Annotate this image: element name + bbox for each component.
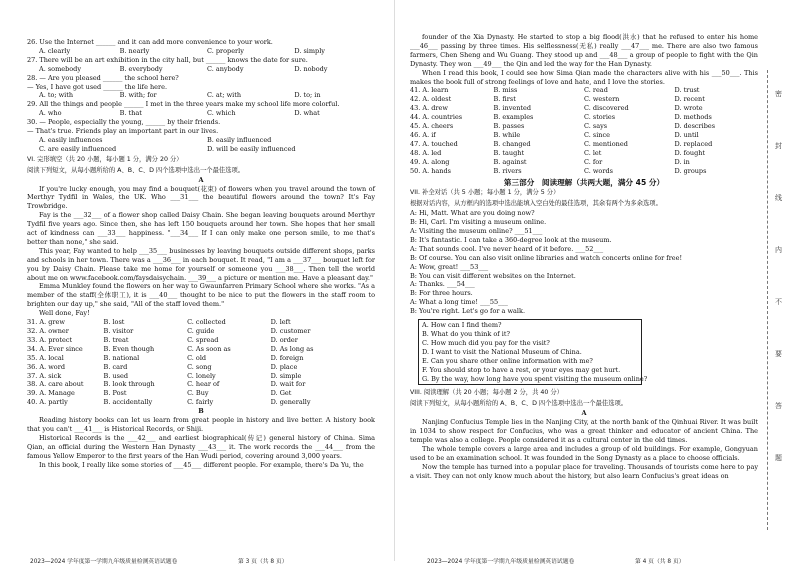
option: A. to; with <box>39 91 74 100</box>
cloze-passage-b <box>27 416 375 469</box>
option: B. treat <box>103 335 129 344</box>
box-option: F. You should stop to have a rest, or your eyes may get hurt. <box>422 365 621 374</box>
option-row <box>410 104 758 113</box>
seal-char: 线 <box>775 194 782 202</box>
option: D. until <box>674 130 699 139</box>
option-row <box>27 380 375 389</box>
question-stem-line2: — That's true. Friends play an important part in our lives. <box>27 127 219 136</box>
box-option: G. By the way, how long have you spent visiting the museum online? <box>422 374 648 383</box>
option: C. which <box>206 109 236 118</box>
option: B. national <box>103 353 140 362</box>
passage-b-label: B <box>198 407 204 416</box>
seal-char: 不 <box>775 298 782 306</box>
option: C. says <box>583 122 608 131</box>
option: B. first <box>493 95 516 104</box>
option-row <box>27 363 375 372</box>
option: 43. A. drew <box>410 104 448 113</box>
paragraph: In this book, I really like some stories of ___45___ different people. For example, there's Da Yu, the <box>39 460 364 469</box>
option-row <box>410 95 758 104</box>
option: D. what <box>294 109 320 118</box>
dialogue-line: A: Hi, Matt. What are you doing now? <box>410 209 535 218</box>
option: 32. A. owner <box>27 327 69 335</box>
option: B. Even though <box>103 344 155 353</box>
seal-char: 密 <box>775 90 782 98</box>
option: D. will be easily influenced <box>207 144 296 153</box>
option: B. lost <box>103 318 125 327</box>
left-column <box>27 38 375 470</box>
paragraph: Emma Munkley found the flowers on her way to Gwaunfarren Primary School where she works. "As a member of the staff(全体职工), it is ___40___ thought to be nice to put the flowers in the staff room to brighten our day up," she said, "All of the staff loved them." <box>27 282 375 309</box>
dialogue-line: B: Hi, Carl. I'm visiting a museum online. <box>410 218 547 227</box>
option: C. spread <box>187 335 219 344</box>
option-row <box>27 389 375 398</box>
option-row <box>27 136 375 145</box>
seal-line <box>767 70 790 530</box>
option: B. invented <box>493 104 532 113</box>
option: C. properly <box>206 46 244 55</box>
option-row <box>27 327 375 336</box>
right-column <box>410 33 758 481</box>
option: D. Get <box>270 389 292 398</box>
option-row <box>27 109 375 118</box>
paragraph: Fay is the ___32___ of a flower shop called Daisy Chain. She began leaving bouquets around Merthyr Tydfil five years ago. Since then, she has left 150 bouquets around her town. She hopes that her small act of kindness can ___33___ happiness. "___34___ If I can only make one person smile, to me that's better than none," she said. <box>27 211 375 246</box>
option-row <box>27 398 375 407</box>
option: B. against <box>493 157 527 166</box>
paragraph: Historical Records is the ___42___ and earliest biographical(传记) general history of China. Sima Qian, an official during the Western Han Dynasty ___43___ it. The work records the ___44___ from the famous Yellow Emperor to the first years of the Han Wudi period, covering around 3,000 years. <box>27 433 375 460</box>
paragraph: When I read this book, I could see how Sima Qian made the characters alive with his ___50___. This makes the book full of strong feelings of love and hate, and I love the stories. <box>410 68 758 86</box>
option: 44. A. countries <box>410 113 463 122</box>
option: B. rivers <box>493 166 522 175</box>
option: C. hear of <box>187 380 220 389</box>
option-row <box>410 122 758 131</box>
footer-exam-title: 2023—2024 学年度第一学期九年级质量检测英语试题卷 <box>427 559 575 565</box>
option: D. left <box>270 318 291 327</box>
option-row <box>410 113 758 122</box>
section-6-instructions: 阅读下列短文，从每小题所给的 A、B、C、D 四个选项中选出一个最佳选项。 <box>27 166 245 174</box>
footer-page-number: 第 4 页（共 8 页） <box>635 559 685 565</box>
dialogue-line: B: It's fantastic. I can take a 360-degree look at the museum. <box>410 235 612 244</box>
option: B. nearly <box>119 46 150 55</box>
option: D. customer <box>270 327 311 335</box>
multiple-choice-section <box>27 38 375 154</box>
passage-a-label: A <box>198 175 204 184</box>
option: A. clearly <box>39 46 71 55</box>
question-stem: 30. — People, especially the young, ______ by their friends. <box>27 118 221 127</box>
option: D. recent <box>674 95 705 104</box>
option: D. fought <box>674 148 706 157</box>
option: 35. A. local <box>27 353 64 362</box>
option: 46. A. if <box>410 130 436 139</box>
cloze-passage-b-continued <box>410 33 758 86</box>
option-row <box>410 167 758 176</box>
cloze-passage-a <box>27 185 375 319</box>
option: B. accidentally <box>103 398 153 407</box>
footer-exam-title: 2023—2024 学年度第一学期九年级质量检测英语试题卷 <box>30 559 178 565</box>
option: C. discovered <box>583 104 629 113</box>
option: D. generally <box>270 398 311 407</box>
option: B. card <box>103 362 128 371</box>
option: B. examples <box>493 113 534 122</box>
option: D. replaced <box>674 139 713 148</box>
section-8-instructions: 阅读下列短文，从每小题所给的 A、B、C、D 四个选项中选出一个最佳选项。 <box>410 400 628 408</box>
question-stem: 26. Use the Internet ______ and it can add more convenience to your work. <box>27 38 273 46</box>
option: D. As long as <box>270 344 314 353</box>
footer-page-number: 第 3 页（共 8 页） <box>238 559 288 565</box>
option: C. mentioned <box>583 139 628 148</box>
dialogue-line: B: For three hours. <box>410 289 473 298</box>
seal-char: 内 <box>775 246 782 254</box>
box-option: E. Can you share other online information with me? <box>422 356 593 365</box>
option: 42. A. oldest <box>410 95 452 104</box>
option: B. everybody <box>119 64 163 73</box>
part-3-title: 第三部分 阅读理解（共两大题，满分 45 分） <box>503 177 665 187</box>
dialogue-options-box <box>418 319 648 385</box>
option-row <box>27 336 375 345</box>
section-7-instructions: 根据对话内容，从方框内的选项中选出能填入空白处的最佳选项，其余有两个为多余选项。 <box>410 200 662 208</box>
option-row <box>27 345 375 354</box>
option: 37. A. sick <box>27 371 62 380</box>
option: B. miss <box>493 86 518 95</box>
option: C. anybody <box>206 64 244 73</box>
paragraph: Well done, Fay! <box>39 309 90 318</box>
option: 31. A. grew <box>27 318 65 327</box>
option: C. at; with <box>206 91 242 100</box>
option-row <box>27 372 375 381</box>
box-option: A. How can I find them? <box>422 321 502 330</box>
seal-char: 题 <box>775 454 782 462</box>
option: C. are easily influenced <box>39 144 117 153</box>
option: C. western <box>583 95 620 104</box>
reading-a-label: A <box>581 409 587 418</box>
dialogue-line: A: Wow, great! ___53___ <box>410 262 489 271</box>
section-6-title: VI. 完形填空（共 20 小题，每小题 1 分，满分 20 分） <box>27 155 183 163</box>
option: C. read <box>583 86 608 95</box>
option: B. while <box>493 130 521 139</box>
option: C. Buy <box>187 389 209 398</box>
option: C. words <box>583 166 613 175</box>
option: A. easily influences <box>39 135 103 144</box>
option: 40. A. partly <box>27 398 68 407</box>
option: 41. A. learn <box>410 86 449 95</box>
option: D. wrote <box>674 104 703 113</box>
option-row <box>27 47 375 56</box>
option: D. nobody <box>294 64 328 73</box>
dialogue-line: A: Visiting the museum online? ___51___ <box>410 227 543 236</box>
option: D. to; in <box>294 91 321 100</box>
box-option: C. How much did you pay for the visit? <box>422 338 550 347</box>
reading-passage-a <box>410 418 758 480</box>
option: B. taught <box>493 148 525 157</box>
option: C. collected <box>187 318 226 327</box>
paragraph: Reading history books can let us learn from great people in history and live better. A history book that you can't ___41___ is Historical Records, or Shiji. <box>27 416 375 433</box>
option: 45. A. cheers <box>410 122 454 131</box>
option: D. methods <box>674 113 712 122</box>
option: 34. A. Ever since <box>27 344 83 353</box>
right-page <box>397 0 794 565</box>
question-stem: 28. — Are you pleased ______ the school here? <box>27 73 179 82</box>
option: C. lonely <box>187 371 216 380</box>
dialogue-line: B: You're right. Let's go for a walk. <box>410 307 526 316</box>
option: C. old <box>187 353 207 362</box>
option: B. passes <box>493 122 525 131</box>
option-row <box>27 91 375 100</box>
dialogue-line: A: Thanks. ___54___ <box>410 280 475 289</box>
paragraph: founder of the Xia Dynasty. He started to stop a big flood(洪水) that he refused to enter his home ___46___ passing by three times. His selflessness(无私) really ___47___ me. There are also two famous farmers, Chen Sheng and Wu Guang. They stood up and ___48___ a group of people to fight with the Qin Dynasty. They won ___49___ the Qin and led the way for the Han Dynasty. <box>410 33 758 68</box>
option: C. guide <box>187 327 215 335</box>
paragraph: If you're lucky enough, you may find a bouquet(花束) of flowers when you travel around the town of Merthyr Tydfil in Wales, the UK. Who ___31___ the beautiful flowers around the town? It's Fay Trowbridge. <box>27 184 375 211</box>
option: B. that <box>119 109 142 118</box>
option: C. As soon as <box>187 344 231 353</box>
option: 36. A. word <box>27 362 65 371</box>
option: 50. A. hands <box>410 166 451 175</box>
option: D. wait for <box>270 380 306 389</box>
option: A. who <box>39 109 62 118</box>
option-row <box>410 149 758 158</box>
option-row <box>27 354 375 363</box>
paragraph: The whole temple covers a large area and includes a group of old buildings. For example, Gongyuan used to be an examination school. It was founded in the Song Dynasty as a place to choose officials. <box>410 444 758 462</box>
option: 33. A. protect <box>27 335 73 344</box>
option: B. changed <box>493 139 531 148</box>
option: B. Post <box>103 389 127 398</box>
option: D. simply <box>294 46 325 55</box>
option: B. visitor <box>103 327 134 335</box>
option-row <box>410 86 758 95</box>
option: D. describes <box>674 122 716 131</box>
section-8-title: VIII. 阅读理解（共 20 小题；每小题 2 分，共 40 分） <box>410 389 563 397</box>
cloze-options-41-50 <box>410 86 758 175</box>
option-row <box>410 140 758 149</box>
left-page <box>0 0 397 565</box>
option: D. trust <box>674 86 700 95</box>
option: 39. A. Manage <box>27 389 75 398</box>
seal-char: 答 <box>775 402 782 410</box>
paragraph: This year, Fay wanted to help ___35___ businesses by leaving bouquets outside different shops, parks and schools in her town. There was a ___36___ in each bouquet. It read, "I am a ___37___ bouquet left for you by Daisy Chain. Please take me home for yourself or someone you ___38___. Then tell the world about me on www.facebook.com/faysdaisychain. ___39___ a picture or mention me. Have a pleasant day." <box>27 246 375 282</box>
option-row <box>410 131 758 140</box>
option: D. groups <box>674 166 707 175</box>
paragraph: Nanjing Confucius Temple lies in the Nanjing City, at the north bank of the Qinhuai River. It was built in 1034 to show respect for Confucius, who was a great thinker and educator of ancient China. The temple was also a college. People considered it as a cultural center in the old times. <box>410 418 758 444</box>
option-row <box>27 318 375 327</box>
dialogue-line: B: Of course. You can also visit online libraries and watch concerts online for free! <box>410 253 683 262</box>
option: C. let <box>583 148 602 157</box>
option: C. since <box>583 130 610 139</box>
dialogue-line: A: What a long time! ___55___ <box>410 298 508 307</box>
option: B. used <box>103 371 128 380</box>
option: C. fairly <box>187 398 214 407</box>
option: D. foreign <box>270 353 304 362</box>
box-option: B. What do you think of it? <box>422 330 510 338</box>
option: B. easily influenced <box>207 135 272 144</box>
seal-char: 封 <box>775 142 782 150</box>
option: D. simple <box>270 371 302 380</box>
option: B. with; for <box>119 91 157 100</box>
dialogue-line: A: That sounds cool. I've never heard of it before. ___52___ <box>410 244 604 253</box>
option: 48. A. led <box>410 148 442 157</box>
section-7-title: VII. 补全对话（共 5 小题；每小题 1 分，满分 5 分） <box>410 189 560 197</box>
dialogue <box>410 209 758 316</box>
option: 38. A. care about <box>27 380 84 389</box>
option: 47. A. touched <box>410 139 458 148</box>
option-row <box>27 145 375 154</box>
option: 49. A. along <box>410 157 450 166</box>
cloze-options-31-40 <box>27 318 375 407</box>
option: C. for <box>583 157 603 166</box>
paragraph: Now the temple has turned into a popular place for traveling. Thousands of tourists come here to pay a visit. They can not only know much about the history, but also learn Confucius's great ideas on <box>410 462 758 480</box>
option-row <box>27 65 375 74</box>
question-stem: 29. All the things and people ______ I met in the three years make my school life more colorful. <box>27 100 340 109</box>
option: D. place <box>270 362 298 371</box>
dialogue-line: B: You can visit different websites on the Internet. <box>410 271 576 280</box>
question-stem: 27. There will be an art exhibition in the city hall, but ______ knows the date for sure. <box>27 55 308 64</box>
option: D. in <box>674 157 690 166</box>
option: C. stories <box>583 113 616 122</box>
option: B. look through <box>103 380 155 389</box>
option: C. song <box>187 362 212 371</box>
seal-char: 要 <box>775 350 782 358</box>
box-option: D. I want to visit the National Museum of China. <box>422 347 582 356</box>
option: D. order <box>270 335 298 344</box>
option-row <box>410 158 758 167</box>
question-stem-line2: — Yes, I have got used ______ the life here. <box>27 82 168 91</box>
option: A. somebody <box>39 64 81 73</box>
